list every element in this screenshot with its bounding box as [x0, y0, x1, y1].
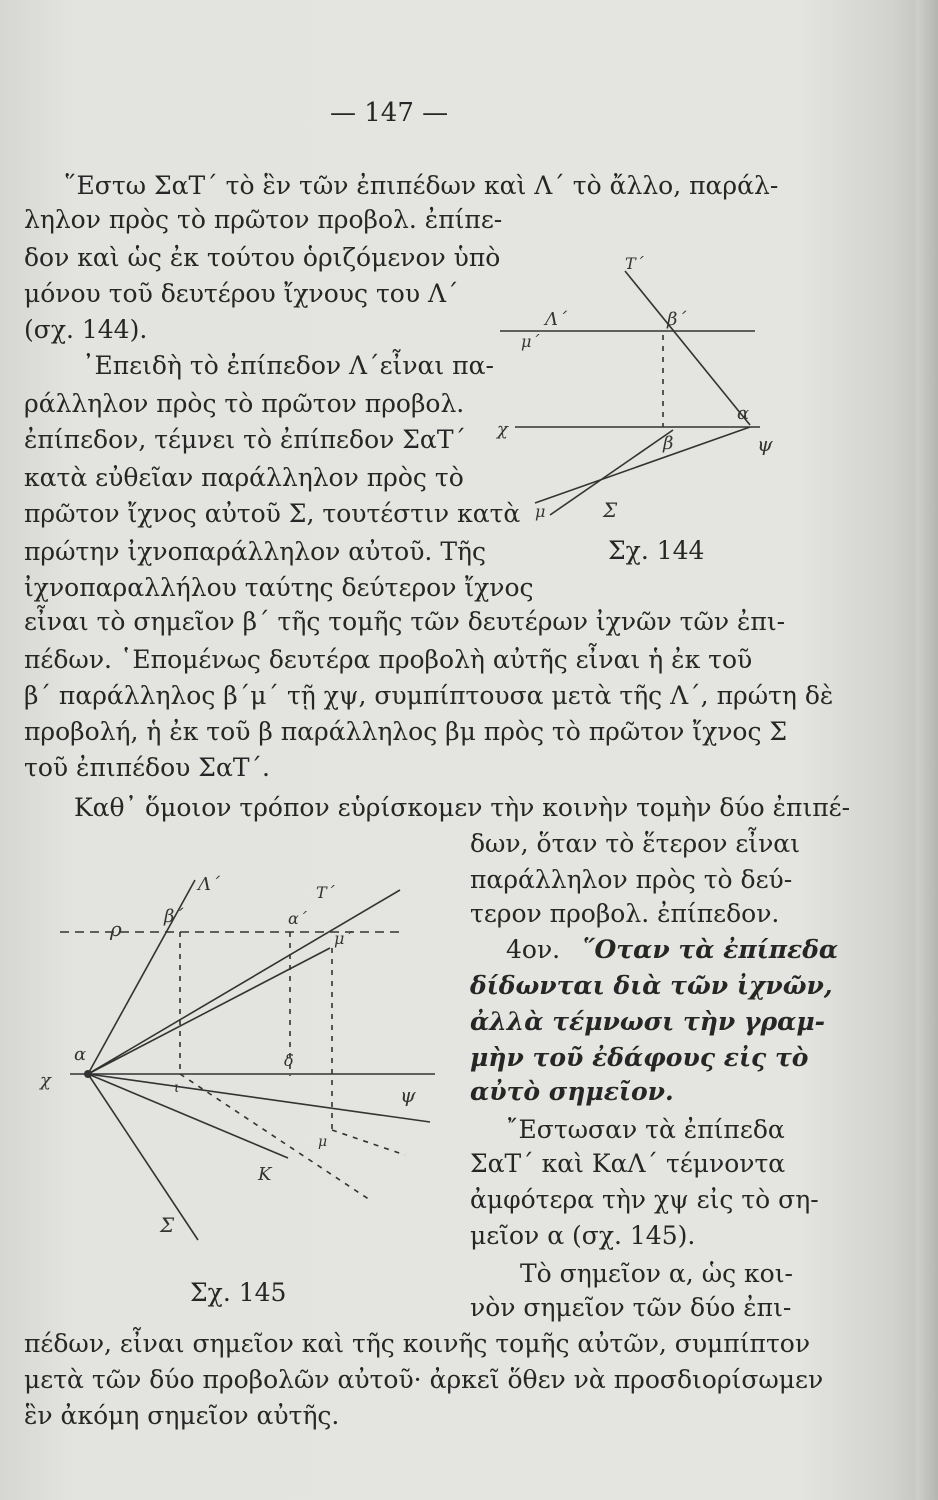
fig144-label-L: Λ΄	[545, 309, 567, 330]
text-line: ἰχνοπαραλλήλου ταύτης δεύτερον ἴχνος	[24, 573, 534, 602]
text-line: δων, ὅταν τὸ ἕτερον εἶναι	[470, 829, 800, 858]
fig144-trace-T	[625, 271, 750, 425]
fig144-label-mu-prime: μ΄	[521, 332, 540, 351]
fig144-label-T: Τ΄	[625, 254, 644, 273]
fig144-trace-sigma	[535, 427, 750, 503]
fig145-line-alpha-mu-prime	[88, 948, 330, 1074]
text-line: μετὰ τῶν δύο προβολῶν αὐτοῦ· ἀρκεῖ ὅθεν νὰ προσδιορίσωμεν	[24, 1365, 824, 1394]
fig144-label-y: ψ	[757, 432, 773, 456]
text-line: ΣαΤ΄ καὶ ΚαΛ΄ τέμνοντα	[470, 1149, 786, 1178]
fig145-label-beta-prime: β΄	[164, 906, 184, 927]
text-line: Καθ᾿ ὅμοιον τρόπον εὑρίσκομεν τὴν κοινὴν τομὴν δύο ἐπιπέ-	[74, 793, 851, 822]
text-line: ῞Εστω ΣαΤ΄ τὸ ἓν τῶν ἐπιπέδων καὶ Λ΄ τὸ ἄλλο, παράλ-	[64, 171, 779, 200]
section-heading-line: μὴν τοῦ ἐδάφους εἰς τὸ	[470, 1043, 809, 1072]
fig145-label-sigma: Σ	[160, 1213, 175, 1237]
text-line: ληλον πρὸς τὸ πρῶτον προβολ. ἐπίπε-	[24, 205, 503, 234]
fig145-label-y: ψ	[400, 1083, 416, 1107]
figure-145	[40, 840, 440, 1260]
fig145-dashed-extension	[332, 1130, 405, 1155]
section-heading-line: ῞Οταν τὰ ἐπίπεδα	[582, 935, 839, 964]
text-line: νὸν σημεῖον τῶν δύο ἐπι-	[470, 1293, 792, 1322]
text-line: τερον προβολ. ἐπίπεδον.	[470, 899, 780, 928]
fig145-trace-sigma	[88, 1074, 198, 1240]
figure-144-caption: Σχ. 144	[608, 536, 705, 565]
fig145-label-T: Τ΄	[316, 883, 335, 902]
fig144-label-alpha: α	[737, 403, 750, 424]
figure-144	[495, 254, 775, 522]
fig145-label-K: Κ	[258, 1164, 272, 1185]
fig145-label-alpha: α	[74, 1044, 87, 1065]
text-line: (σχ. 144).	[24, 315, 148, 344]
fig145-label-rho: ρ	[110, 917, 122, 941]
fig145-label-L: Λ΄	[198, 874, 220, 895]
section-heading-line: αὐτὸ σημεῖον.	[470, 1077, 674, 1106]
text-line: πρῶτον ἴχνος αὐτοῦ Σ, τουτέστιν κατὰ	[24, 499, 521, 528]
text-line: ᾿Επειδὴ τὸ ἐπίπεδον Λ΄εἶναι πα-	[82, 351, 494, 380]
fig145-label-x: χ	[40, 1070, 51, 1091]
fig145-trace-K	[88, 1074, 288, 1158]
section-number: 4ον.	[506, 935, 561, 964]
page-number: — 147 —	[330, 98, 449, 128]
fig145-dashed-diagonal	[180, 1074, 370, 1200]
fig145-label-d: δ	[284, 1051, 294, 1070]
text-line: πέδων. ῾Επομένως δευτέρα προβολὴ αὐτῆς εἶναι ἡ ἐκ τοῦ	[24, 645, 753, 674]
figure-145-caption: Σχ. 145	[190, 1278, 287, 1307]
fig144-label-sigma: Σ	[603, 498, 618, 522]
text-line: δον καὶ ὡς ἐκ τούτου ὁριζόμενον ὑπὸ	[24, 243, 501, 272]
section-heading-line: δίδωνται διὰ τῶν ἰχνῶν,	[470, 971, 833, 1000]
text-line: ἀμφότερα τὴν χψ εἰς τὸ ση-	[470, 1185, 819, 1214]
fig145-label-mu-prime: μ΄	[334, 929, 353, 948]
text-line: τοῦ ἐπιπέδου ΣαΤ΄.	[24, 753, 270, 782]
fig144-label-mu: μ	[535, 502, 546, 521]
page-edge-shadow	[916, 0, 938, 1500]
fig144-label-beta-prime: β΄	[667, 309, 687, 330]
text-line: κατὰ εὐθεῖαν παράλληλον πρὸς τὸ	[24, 463, 464, 492]
text-line: ἓν ἀκόμη σημεῖον αὐτῆς.	[24, 1401, 340, 1430]
fig145-label-iota: ι	[174, 1080, 180, 1096]
text-line: προβολή, ἡ ἐκ τοῦ β παράλληλος βμ πρὸς τὸ πρῶτον ἴχνος Σ	[24, 717, 788, 746]
fig144-label-x: χ	[497, 419, 508, 440]
fig144-label-beta: β	[663, 433, 674, 454]
text-line: εἶναι τὸ σημεῖον β΄ τῆς τομῆς τῶν δευτέρων ἰχνῶν τῶν ἐπι-	[24, 607, 786, 636]
text-line: πέδων, εἶναι σημεῖον καὶ τῆς κοινῆς τομῆς αὐτῶν, συμπίπτον	[24, 1329, 811, 1358]
fig145-label-alpha-prime: α΄	[288, 909, 307, 928]
text-line: β΄ παράλληλος β΄μ΄ τῇ χψ, συμπίπτουσα μετὰ τῆς Λ΄, πρώτη δὲ	[24, 681, 834, 710]
text-line: ἐπίπεδον, τέμνει τὸ ἐπίπεδον ΣαΤ΄	[24, 425, 466, 454]
text-line: παράλληλον πρὸς τὸ δεύ-	[470, 865, 793, 894]
section-heading-line: ἀλλὰ τέμνωσι τὴν γραμ-	[470, 1007, 826, 1036]
fig145-label-mu: μ	[318, 1134, 328, 1150]
text-line: ράλληλον πρὸς τὸ πρῶτον προβολ.	[24, 389, 465, 418]
text-line: πρώτην ἰχνοπαράλληλον αὐτοῦ. Τῆς	[24, 537, 486, 566]
text-line: μεῖον α (σχ. 145).	[470, 1221, 696, 1250]
fig145-point-alpha	[84, 1070, 92, 1078]
text-line: ῎Εστωσαν τὰ ἐπίπεδα	[506, 1115, 785, 1144]
fig145-line-alpha-mu	[88, 1074, 430, 1122]
fig145-trace-T	[88, 890, 400, 1074]
text-line: Τὸ σημεῖον α, ὡς κοι-	[520, 1259, 793, 1288]
text-line: μόνου τοῦ δευτέρου ἴχνους του Λ΄	[24, 279, 459, 308]
